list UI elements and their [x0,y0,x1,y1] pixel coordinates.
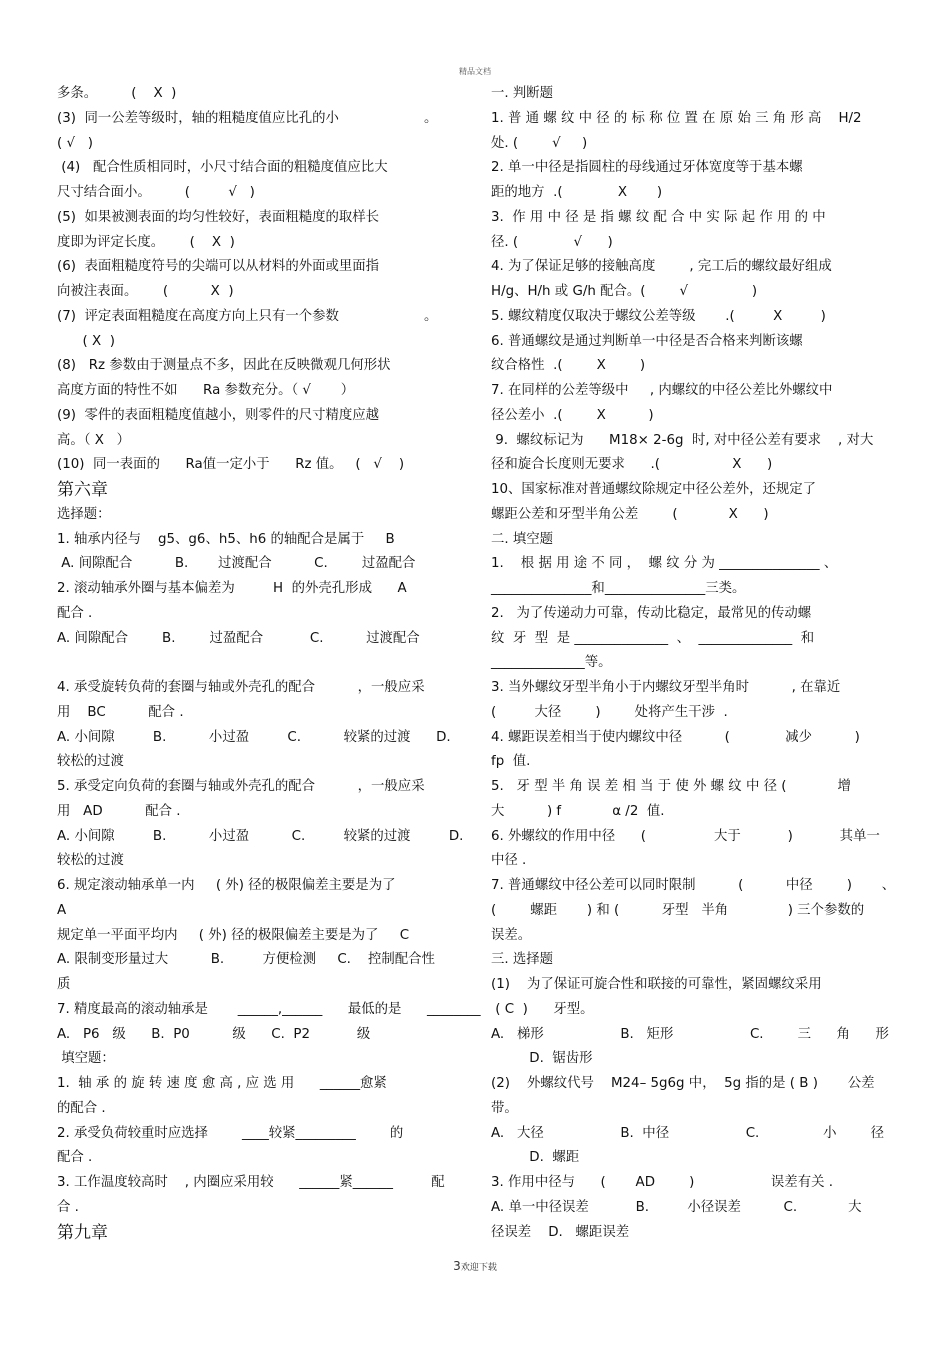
text-line: 螺距公差和牙型半角公差 ( X ) [491,506,769,522]
text-line: 6. 外螺纹的作用中径 ( 大于 ) 其单一 [491,828,880,844]
text-line: 尺寸结合面小。 ( √ ) [57,185,255,200]
text-line: (6) 表面粗糙度符号的尖端可以从材料的外面或里面指 [57,259,380,275]
text-line: (7) 评定表面粗糙度在高度方向上只有一个参数 。 [57,308,438,324]
text-line: 1. 普 通 螺 纹 中 径 的 标 称 位 置 在 原 始 三 角 形 高 H/2 [491,110,862,126]
text-line: (8) Rz 参数由于测量点不多，因此在反映微观几何形状 [57,358,391,374]
text-line: 6. 普通螺纹是通过判断单一中径是否合格来判断该螺 [491,333,803,349]
text-line: 径误差 D. 螺距误差 [491,1224,630,1240]
text-line: 径. ( √ ) [491,234,613,250]
text-line: 10、国家标准对普通螺纹除规定中径公差外，还规定了 [491,482,817,497]
text-line: 带。 [491,1100,518,1116]
text-line: 用 BC 配合 . [57,704,184,720]
text-line: 2. 滚动轴承外圈与基本偏差为 H 的外壳孔形成 A [57,581,428,596]
text-line: 中径 . [491,853,527,869]
text-line: 7. 精度最高的滚动轴承是 ______,______ 最低的是 ________ [57,1001,481,1017]
text-line: 填空题： [57,1051,115,1067]
text-line: A [57,902,101,918]
text-line: A. 间隙配合 B. 过渡配合 C. 过盈配合 [57,556,416,572]
text-line: D. 螺距 [491,1150,580,1166]
text-line: ______________等。 [491,655,612,671]
text-line: 1. 轴 承 的 旋 转 速 度 愈 高 , 应 选 用 ______愈紧 [57,1076,387,1091]
left-column [57,82,481,1245]
text-line: 2. 承受负荷较重时应选择 ____较紧_________ 的 [57,1125,404,1141]
text-line: 较松的过渡 [57,754,124,770]
text-line: 较松的过渡 [57,853,124,869]
text-line: 合 . [57,1199,79,1215]
text-line: ( √ ) [57,135,94,151]
page-number: 3 [453,1259,461,1273]
text-line: 三. 选择题 [491,952,554,968]
text-line: A. 间隙配合 B. 过盈配合 C. 过渡配合 [57,630,420,646]
text-line: 3. 作用中径与 ( AD ) 误差有关 . [491,1175,833,1190]
text-line: 径公差小 .( X ) [491,407,654,423]
text-line: 5. 牙 型 半 角 误 差 相 当 于 使 外 螺 纹 中 径 ( 增 [491,779,851,794]
text-line: 度即为评定长度。 ( X ) [57,234,235,250]
text-line: 误差。 [491,927,532,943]
text-line: 用 AD 配合 . [57,803,181,819]
text-line: 处. ( √ ) [491,135,588,151]
text-line: 9. 螺纹标记为 M18× 2-6g 时, 对中径公差有要求 , 对大 [491,432,874,448]
text-line: (4) 配合性质相同时，小尺寸结合面的粗糙度值应比大 [57,160,388,176]
text-line: 1. 根 据 用 途 不 同 ， 螺 纹 分 为 _______________ 、 [491,556,838,572]
text-line: (3) 同一公差等级时，轴的粗糙度值应比孔的小 。 [57,110,438,126]
text-line: 规定单一平面平均内 ( 外) 径的极限偏差主要是为了 C [57,927,422,943]
page-header: 精品文档 [459,67,491,76]
text-line: 二. 填空题 [491,531,554,547]
text-line: 多条。 ( X ) [57,86,177,101]
text-line: (1) 为了保证可旋合性和联接的可靠性，紧固螺纹采用 [491,977,822,992]
text-line: 高度方面的特性不如 Ra 参数充分。（ √ ） [57,383,355,398]
text-line: A. 大径 B. 中径 C. 小 径 [491,1125,884,1141]
text-line: 纹合格性 .( X ) [491,358,646,374]
footer-text: 欢迎下载 [460,1263,497,1273]
text-line: ( 螺距 ) 和 ( 牙型 半角 ) 三个参数的 [491,902,865,918]
text-line: (2) 外螺纹代号 M24– 5g6g 中， 5g 指的是 ( B ) 公差 [491,1076,875,1091]
text-line: ( 大径 ) 处将产生干涉 . [491,704,728,720]
right-column [491,82,895,1245]
text-line: 纹 牙 型 是 ______________ 、 ______________ 和 [491,630,815,646]
text-line: (5) 如果被测表面的均匀性较好，表面粗糙度的取样长 [57,209,380,225]
text-line: 3. 当外螺纹牙型半角小于内螺纹牙型半角时 , 在靠近 [491,680,841,695]
text-line: 2. 为了传递动力可靠，传动比稳定，最常见的传动螺 [491,605,812,621]
text-line: A. P6 级 B. P0 级 C. P2 级 [57,1026,371,1042]
text-line: 配合 . [57,1150,93,1166]
text-line: 质 [57,977,71,992]
text-line: 的配合 . [57,1100,106,1116]
text-line [57,651,461,676]
text-line: 高。（ X ） [57,432,131,448]
page-footer [0,1259,950,1273]
text-line: 2. 单一中径是指圆柱的母线通过牙体宽度等于基本螺 [491,160,803,176]
text-line: H/g、H/h 或 G/h 配合。( √ ) [491,284,758,299]
text-line: 4. 螺距误差相当于使内螺纹中径 ( 减少 ) [491,729,860,745]
text-line: 7. 普通螺纹中径公差可以同时限制 ( 中径 ) 、 [491,878,896,893]
text-line: 径和旋合长度则无要求 .( X ) [491,457,773,473]
text-line: D. 锯齿形 [491,1051,593,1067]
text-line: 7. 在同样的公差等级中 , 内螺纹的中径公差比外螺纹中 [491,383,833,398]
text-line: 第六章 [57,480,108,500]
text-line: A. 小间隙 B. 小过盈 C. 较紧的过渡 D. [57,729,451,745]
text-line: 大 ) f α /2 值. [491,803,665,819]
text-line: 6. 规定滚动轴承单一内 ( 外) 径的极限偏差主要是为了 [57,878,396,893]
text-line: ( C ) 牙型。 [491,1001,594,1017]
text-line: 5. 承受定向负荷的套圈与轴或外壳孔的配合 ，一般应采 [57,779,425,794]
text-line: 3. 作 用 中 径 是 指 螺 纹 配 合 中 实 际 起 作 用 的 中 [491,209,826,225]
text-line: 一. 判断题 [491,86,554,101]
text-line: 4. 承受旋转负荷的套圈与轴或外壳孔的配合 ，一般应采 [57,680,425,695]
text-line: (10) 同一表面的 Ra值一定小于 Rz 值。 ( √ ) [57,457,405,473]
text-line: 4. 为了保证足够的接触高度 , 完工后的螺纹最好组成 [491,259,832,275]
text-line: A. 梯形 B. 矩形 C. 三 角 形 [491,1026,889,1042]
text-line: fp 值. [491,754,531,770]
text-line: 第九章 [57,1222,108,1243]
text-line: A. 小间隙 B. 小过盈 C. 较紧的过渡 D. [57,828,464,844]
text-line: 配合 . [57,605,93,621]
text-line: _______________和_______________三类。 [491,581,746,596]
text-line: 向被注表面。 ( X ) [57,284,234,299]
text-line: A. 限制变形量过大 B. 方便检测 C. 控制配合性 [57,952,435,968]
text-line: ( X ) [57,333,115,349]
text-line: A. 单一中径误差 B. 小径误差 C. 大 [491,1199,862,1215]
text-line: 选择题： [57,506,111,522]
text-line: 5. 螺纹精度仅取决于螺纹公差等级 .( X ) [491,308,826,324]
text-line: 3. 工作温度较高时 , 内圈应采用较 ______紧______ 配 [57,1175,445,1190]
text-line: (9) 零件的表面粗糙度值越小，则零件的尺寸精度应越 [57,407,380,423]
text-line: 距的地方 .( X ) [491,185,663,200]
text-line: 1. 轴承内径与 g5、g6、h5、h6 的轴配合是属于 B [57,531,421,547]
